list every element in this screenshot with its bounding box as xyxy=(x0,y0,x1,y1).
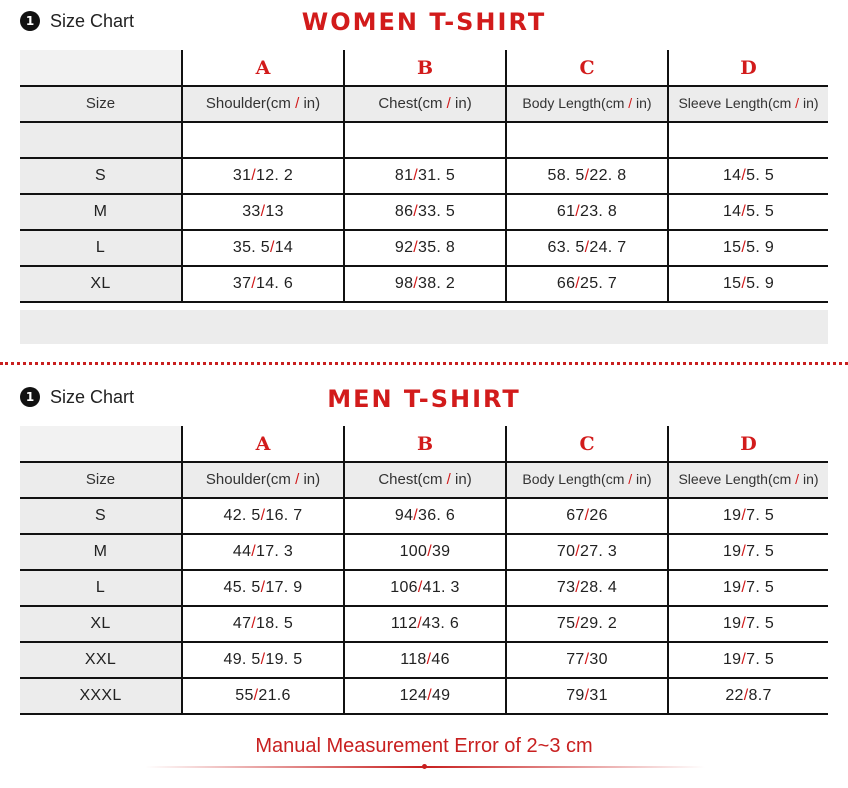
blank-row xyxy=(20,122,828,158)
slash-separator: / xyxy=(743,687,749,704)
step-number-badge: 1 xyxy=(20,387,40,407)
cm-value: 100 xyxy=(399,543,428,560)
column-name: Sleeve Length(cm xyxy=(678,471,792,487)
measurement-cell xyxy=(506,534,668,570)
measurement-cell xyxy=(668,606,828,642)
measurement-header-cell xyxy=(668,86,828,122)
measurement-cell xyxy=(668,534,828,570)
size-row xyxy=(20,570,828,606)
size-label: M xyxy=(93,203,108,220)
cm-value: 37 xyxy=(232,275,252,292)
unit-separator: / xyxy=(442,471,456,488)
slash-separator: / xyxy=(741,651,747,668)
cm-value: 22 xyxy=(725,687,744,704)
measurement-cell xyxy=(344,158,506,194)
measurement-cell xyxy=(668,266,828,302)
column-name: Chest(cm xyxy=(378,95,443,112)
inch-value: 41. 3 xyxy=(422,579,460,596)
inch-value: 17. 9 xyxy=(265,579,303,596)
column-unit: in) xyxy=(455,95,472,112)
column-unit: in) xyxy=(455,471,472,488)
inch-value: 5. 9 xyxy=(746,275,775,292)
unit-separator: / xyxy=(791,471,803,487)
cm-value: 118 xyxy=(400,651,427,668)
slash-separator: / xyxy=(575,579,581,596)
inch-value: 16. 7 xyxy=(265,507,303,524)
measurement-header-cell xyxy=(182,86,344,122)
measurement-cell xyxy=(344,230,506,266)
measurement-cell xyxy=(344,498,506,534)
slash-separator: / xyxy=(426,651,432,668)
cm-value: 70 xyxy=(556,543,576,560)
slash-separator: / xyxy=(427,543,432,560)
size-label: XL xyxy=(90,615,111,632)
slash-separator: / xyxy=(417,579,423,596)
letter-row xyxy=(20,426,828,462)
footer-dot xyxy=(422,764,427,769)
measurement-cell xyxy=(344,534,506,570)
inch-value: 19. 5 xyxy=(265,651,303,668)
inch-value: 43. 6 xyxy=(422,615,460,632)
slash-separator: / xyxy=(575,275,581,292)
slash-separator: / xyxy=(417,615,423,632)
letter-cell xyxy=(344,426,506,462)
size-cell xyxy=(20,678,182,714)
measurement-cell xyxy=(344,194,506,230)
inch-value: 7. 5 xyxy=(746,651,775,668)
slash-separator: / xyxy=(584,687,590,704)
measurement-cell xyxy=(506,194,668,230)
slash-separator: / xyxy=(584,239,590,256)
slash-separator: / xyxy=(741,167,747,184)
inch-value: 22. 8 xyxy=(589,167,627,184)
cm-value: 66 xyxy=(556,275,576,292)
measurement-cell xyxy=(668,194,828,230)
inch-value: 7. 5 xyxy=(746,543,775,560)
slash-separator: / xyxy=(575,203,581,220)
blank-corner-cell xyxy=(20,50,182,86)
size-cell xyxy=(20,642,182,678)
measurement-cell xyxy=(506,266,668,302)
measurement-header-cell xyxy=(506,462,668,498)
measurement-cell xyxy=(182,194,344,230)
letter-cell xyxy=(182,50,344,86)
women-size-chart-header xyxy=(20,9,134,33)
cm-value: 19 xyxy=(722,651,742,668)
step-number-badge: 1 xyxy=(20,11,40,31)
inch-value: 17. 3 xyxy=(256,543,294,560)
inch-value: 31 xyxy=(589,687,608,704)
inch-value: 14. 6 xyxy=(256,275,294,292)
column-name: Body Length(cm xyxy=(522,95,625,111)
inch-value: 38. 2 xyxy=(418,275,456,292)
cm-value: 42. 5 xyxy=(223,507,261,524)
slash-separator: / xyxy=(413,167,419,184)
inch-value: 35. 8 xyxy=(418,239,456,256)
column-name: Shoulder(cm xyxy=(205,471,291,488)
measurement-cell xyxy=(182,266,344,302)
inch-value: 7. 5 xyxy=(746,579,775,596)
unit-separator: / xyxy=(290,471,304,488)
inch-value: 5. 5 xyxy=(746,203,775,220)
cm-value: 19 xyxy=(722,615,742,632)
slash-separator: / xyxy=(260,507,266,524)
inch-value: 8.7 xyxy=(748,687,772,704)
slash-separator: / xyxy=(584,167,590,184)
inch-value: 31. 5 xyxy=(418,167,456,184)
column-name: Sleeve Length(cm xyxy=(678,95,792,111)
size-row xyxy=(20,678,828,714)
size-row xyxy=(20,230,828,266)
measurement-cell xyxy=(506,606,668,642)
inch-value: 18. 5 xyxy=(256,615,294,632)
size-header-cell xyxy=(20,86,182,122)
inch-value: 12. 2 xyxy=(256,167,294,184)
unit-separator: / xyxy=(791,95,803,111)
unit-separator: / xyxy=(624,95,637,111)
column-letter: A xyxy=(255,56,271,79)
blank-cell xyxy=(344,122,506,158)
slash-separator: / xyxy=(741,275,747,292)
cm-value: 19 xyxy=(722,579,742,596)
cm-value: 86 xyxy=(394,203,414,220)
slash-separator: / xyxy=(584,507,590,524)
letter-row xyxy=(20,50,828,86)
inch-value: 46 xyxy=(431,651,450,668)
blank-cell xyxy=(668,122,828,158)
inch-value: 5. 9 xyxy=(746,239,775,256)
size-label: M xyxy=(93,543,108,560)
inch-value: 39 xyxy=(431,543,451,560)
size-label: S xyxy=(95,167,106,184)
inch-value: 7. 5 xyxy=(746,615,775,632)
cm-value: 45. 5 xyxy=(223,579,261,596)
blank-cell xyxy=(20,122,182,158)
measurement-cell xyxy=(506,642,668,678)
size-cell xyxy=(20,266,182,302)
measurement-cell xyxy=(668,678,828,714)
slash-separator: / xyxy=(260,203,266,220)
cm-value: 31 xyxy=(232,167,252,184)
size-row xyxy=(20,534,828,570)
cm-value: 81 xyxy=(394,167,414,184)
cm-value: 73 xyxy=(556,579,576,596)
inch-value: 7. 5 xyxy=(746,507,775,524)
size-chart-label: Size Chart xyxy=(50,386,135,407)
slash-separator: / xyxy=(741,615,747,632)
measurement-cell xyxy=(506,230,668,266)
slash-separator: / xyxy=(575,615,581,632)
slash-separator: / xyxy=(413,507,419,524)
slash-separator: / xyxy=(741,203,747,220)
slash-separator: / xyxy=(413,239,419,256)
women-tshirt-title: WOMEN T-SHIRT xyxy=(301,8,547,36)
size-label: L xyxy=(95,579,106,596)
column-unit: in) xyxy=(802,471,819,487)
measurement-cell xyxy=(344,642,506,678)
column-unit: in) xyxy=(636,471,652,487)
size-cell xyxy=(20,534,182,570)
size-cell xyxy=(20,498,182,534)
cm-value: 19 xyxy=(722,507,742,524)
cm-value: 49. 5 xyxy=(223,651,261,668)
column-letter: D xyxy=(740,56,757,79)
size-cell xyxy=(20,606,182,642)
inch-value: 29. 2 xyxy=(580,615,618,632)
cm-value: 15 xyxy=(722,239,742,256)
cm-value: 98 xyxy=(394,275,414,292)
slash-separator: / xyxy=(413,203,419,220)
size-label: XXXL xyxy=(79,687,122,704)
measurement-cell xyxy=(182,230,344,266)
women-table-footer-band xyxy=(20,310,828,344)
size-row xyxy=(20,606,828,642)
slash-separator: / xyxy=(251,167,257,184)
measurement-cell xyxy=(344,266,506,302)
section-divider xyxy=(0,362,848,365)
size-row xyxy=(20,266,828,302)
size-row xyxy=(20,498,828,534)
measurement-cell xyxy=(344,606,506,642)
measurement-cell xyxy=(182,642,344,678)
slash-separator: / xyxy=(575,543,581,560)
measurement-cell xyxy=(668,498,828,534)
slash-separator: / xyxy=(413,275,419,292)
letter-cell xyxy=(668,50,828,86)
measurement-cell xyxy=(506,570,668,606)
measurement-cell xyxy=(182,570,344,606)
size-row xyxy=(20,642,828,678)
inch-value: 14 xyxy=(274,239,294,256)
measurement-cell xyxy=(344,570,506,606)
inch-value: 36. 6 xyxy=(418,507,456,524)
size-label: XXL xyxy=(84,651,117,668)
measurement-cell xyxy=(182,498,344,534)
column-unit: in) xyxy=(303,95,321,112)
men-tshirt-title: MEN T-SHIRT xyxy=(327,385,521,413)
size-chart-label: Size Chart xyxy=(50,10,135,31)
column-header-row xyxy=(20,462,828,498)
measurement-cell xyxy=(506,498,668,534)
blank-cell xyxy=(506,122,668,158)
slash-separator: / xyxy=(269,239,275,256)
unit-separator: / xyxy=(624,471,637,487)
cm-value: 14 xyxy=(722,167,742,184)
inch-value: 26 xyxy=(589,507,608,524)
slash-separator: / xyxy=(260,579,266,596)
men-size-table xyxy=(20,426,828,715)
letter-cell xyxy=(182,426,344,462)
slash-separator: / xyxy=(427,687,432,704)
column-letter: A xyxy=(255,432,271,455)
cm-value: 15 xyxy=(722,275,742,292)
cm-value: 35. 5 xyxy=(232,239,270,256)
inch-value: 13 xyxy=(265,203,284,220)
measurement-cell xyxy=(506,158,668,194)
measurement-cell xyxy=(668,642,828,678)
inch-value: 23. 8 xyxy=(580,203,618,220)
measurement-cell xyxy=(668,230,828,266)
size-header-label: Size xyxy=(85,95,116,112)
column-letter: D xyxy=(740,432,757,455)
men-size-chart-header xyxy=(20,385,134,409)
slash-separator: / xyxy=(741,543,747,560)
inch-value: 49 xyxy=(431,687,451,704)
inch-value: 33. 5 xyxy=(418,203,456,220)
cm-value: 106 xyxy=(390,579,418,596)
inch-value: 5. 5 xyxy=(746,167,775,184)
cm-value: 14 xyxy=(722,203,742,220)
column-unit: in) xyxy=(802,95,819,111)
measurement-header-cell xyxy=(344,462,506,498)
inch-value: 30 xyxy=(589,651,608,668)
column-letter: C xyxy=(579,56,595,79)
inch-value: 21.6 xyxy=(258,687,291,704)
blank-cell xyxy=(182,122,344,158)
cm-value: 77 xyxy=(566,651,585,668)
size-cell xyxy=(20,194,182,230)
measurement-error-note: Manual Measurement Error of 2~3 cm xyxy=(255,735,593,757)
column-name: Shoulder(cm xyxy=(205,95,291,112)
measurement-header-cell xyxy=(506,86,668,122)
slash-separator: / xyxy=(251,615,257,632)
measurement-header-cell xyxy=(668,462,828,498)
cm-value: 124 xyxy=(399,687,428,704)
measurement-cell xyxy=(182,158,344,194)
letter-cell xyxy=(506,50,668,86)
size-row xyxy=(20,158,828,194)
slash-separator: / xyxy=(253,687,259,704)
slash-separator: / xyxy=(741,579,747,596)
cm-value: 55 xyxy=(235,687,254,704)
column-name: Body Length(cm xyxy=(522,471,625,487)
slash-separator: / xyxy=(584,651,590,668)
column-unit: in) xyxy=(303,471,321,488)
size-label: XL xyxy=(90,275,111,292)
size-row xyxy=(20,194,828,230)
cm-value: 94 xyxy=(394,507,414,524)
slash-separator: / xyxy=(741,239,747,256)
women-size-table xyxy=(20,50,828,303)
slash-separator: / xyxy=(251,543,257,560)
cm-value: 44 xyxy=(232,543,252,560)
letter-cell xyxy=(344,50,506,86)
slash-separator: / xyxy=(251,275,257,292)
cm-value: 75 xyxy=(556,615,576,632)
measurement-cell xyxy=(668,570,828,606)
size-label: S xyxy=(95,507,106,524)
measurement-header-cell xyxy=(344,86,506,122)
measurement-header-cell xyxy=(182,462,344,498)
inch-value: 24. 7 xyxy=(589,239,627,256)
size-cell xyxy=(20,570,182,606)
column-letter: B xyxy=(416,56,434,79)
size-header-label: Size xyxy=(85,471,116,488)
cm-value: 63. 5 xyxy=(547,239,585,256)
cm-value: 92 xyxy=(394,239,414,256)
cm-value: 19 xyxy=(722,543,742,560)
column-name: Chest(cm xyxy=(378,471,443,488)
column-letter: C xyxy=(579,432,595,455)
measurement-cell xyxy=(182,534,344,570)
size-cell xyxy=(20,230,182,266)
unit-separator: / xyxy=(442,95,456,112)
cm-value: 61 xyxy=(556,203,576,220)
size-label: L xyxy=(95,239,106,256)
cm-value: 33 xyxy=(242,203,261,220)
cm-value: 47 xyxy=(232,615,252,632)
measurement-cell xyxy=(182,678,344,714)
inch-value: 28. 4 xyxy=(580,579,618,596)
slash-separator: / xyxy=(260,651,266,668)
cm-value: 79 xyxy=(566,687,585,704)
size-cell xyxy=(20,158,182,194)
letter-cell xyxy=(506,426,668,462)
measurement-cell xyxy=(344,678,506,714)
measurement-cell xyxy=(668,158,828,194)
column-letter: B xyxy=(416,432,434,455)
measurement-cell xyxy=(182,606,344,642)
cm-value: 58. 5 xyxy=(547,167,585,184)
inch-value: 25. 7 xyxy=(580,275,618,292)
slash-separator: / xyxy=(741,507,747,524)
column-header-row xyxy=(20,86,828,122)
unit-separator: / xyxy=(290,95,304,112)
inch-value: 27. 3 xyxy=(580,543,618,560)
size-header-cell xyxy=(20,462,182,498)
cm-value: 112 xyxy=(390,615,418,632)
measurement-cell xyxy=(506,678,668,714)
blank-corner-cell xyxy=(20,426,182,462)
cm-value: 67 xyxy=(566,507,585,524)
letter-cell xyxy=(668,426,828,462)
column-unit: in) xyxy=(636,95,652,111)
